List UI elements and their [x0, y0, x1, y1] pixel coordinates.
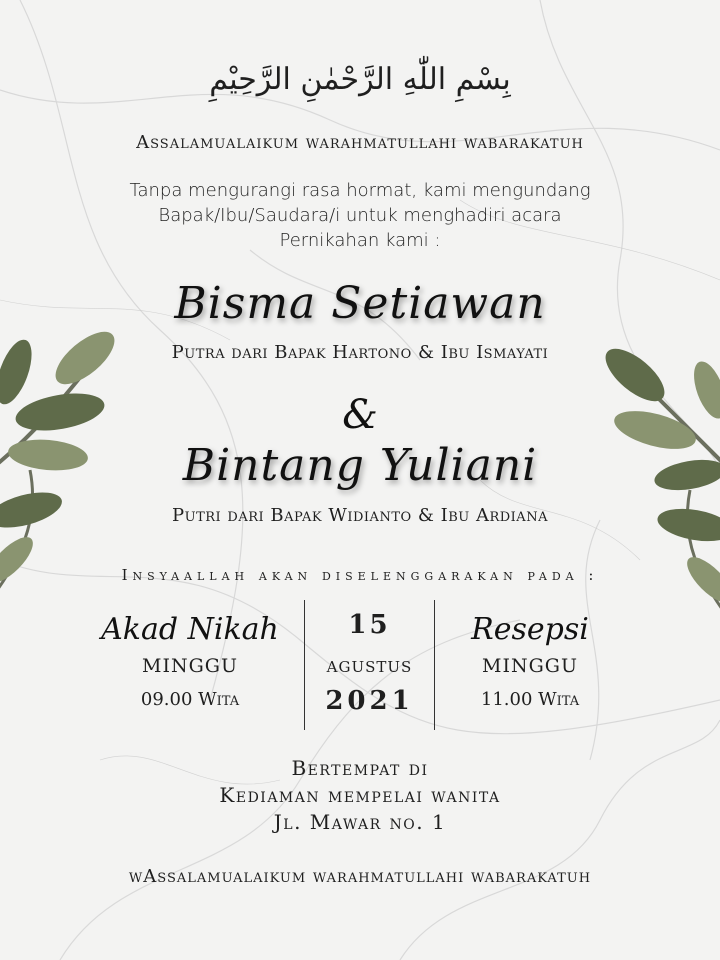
resepsi-time: 11.00 Wita	[480, 689, 580, 710]
venue-block	[0, 755, 720, 836]
resepsi-day: MINGGU	[482, 655, 578, 677]
announcement: Insyaallah akan diselenggarakan pada :	[121, 566, 599, 584]
akad-title: Akad Nikah	[101, 612, 279, 647]
akad-time: 09.00 Wita	[140, 689, 240, 710]
ampersand: &	[342, 392, 378, 438]
invitation-line: Bapak/Ibu/Saudara/i untuk menghadiri acara	[158, 205, 562, 226]
resepsi-section	[430, 612, 630, 710]
date-section	[305, 610, 434, 716]
date-day: 15	[348, 610, 391, 640]
akad-section	[90, 612, 290, 710]
groom-name: Bisma Setiawan	[174, 278, 546, 329]
greeting-open: Assalamualaikum warahmatullahi wabarakatuh	[136, 132, 584, 153]
bride-name: Bintang Yuliani	[182, 440, 538, 491]
invitation-text	[0, 178, 720, 253]
bride-parents: Putri dari Bapak Widianto & Ibu Ardiana	[172, 505, 548, 526]
akad-day: MINGGU	[142, 655, 238, 677]
venue-line: Bertempat di	[291, 756, 429, 780]
greeting-close: wAssalamualaikum warahmatullahi wabarakatuh	[128, 866, 592, 887]
basmalah-calligraphy: بِسْمِ اللّٰهِ الرَّحْمٰنِ الرَّحِيْمِ	[209, 62, 511, 97]
venue-line: Jl. Mawar no. 1	[273, 810, 447, 834]
date-year: 2021	[325, 686, 414, 716]
invitation-line: Pernikahan kami :	[279, 230, 441, 251]
groom-parents: Putra dari Bapak Hartono & Ibu Ismayati	[171, 342, 549, 363]
resepsi-title: Resepsi	[471, 612, 589, 647]
invitation-line: Tanpa mengurangi rasa hormat, kami mengundang	[129, 180, 591, 201]
date-month: AGUSTUS	[326, 658, 413, 676]
venue-line: Kediaman mempelai wanita	[219, 783, 501, 807]
